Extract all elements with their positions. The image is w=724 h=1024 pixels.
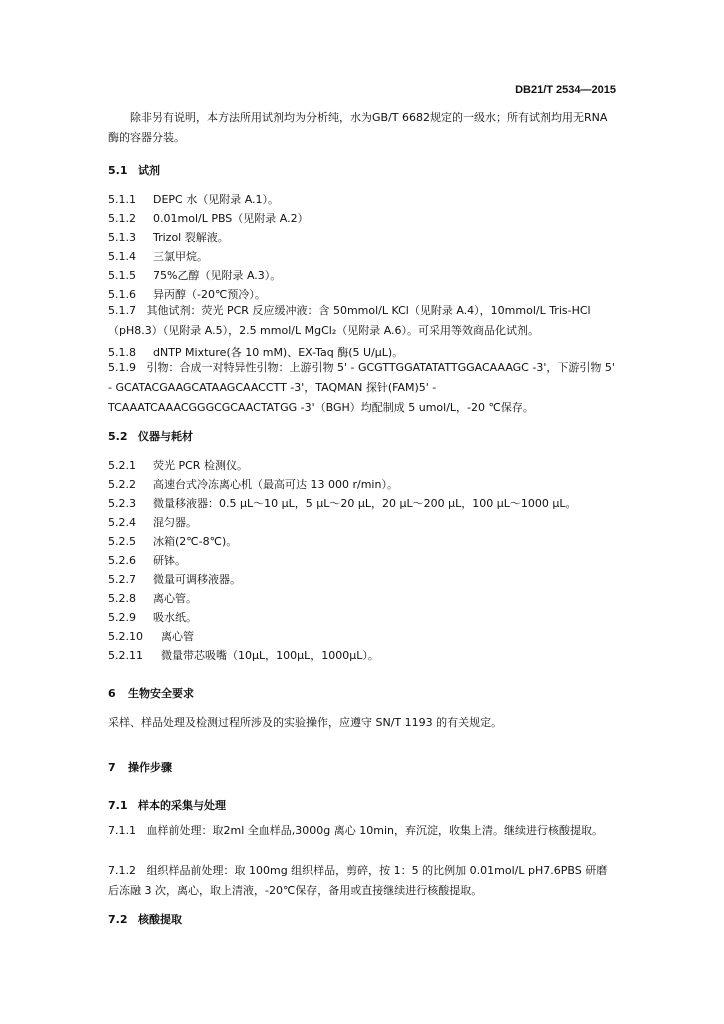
- item-number: 5.1.6: [108, 288, 136, 301]
- section-number: 5.2: [108, 430, 128, 443]
- item-number: 5.1.1: [108, 193, 136, 206]
- section-6-heading: [108, 685, 194, 701]
- section-title: 核酸提取: [138, 913, 182, 926]
- item-number: 5.2.10: [108, 630, 143, 643]
- section-number: 6: [108, 687, 116, 700]
- section-number: 7.2: [108, 913, 128, 926]
- item-text: 研钵。: [153, 554, 186, 567]
- document-code: DB21/T 2534—2015: [515, 84, 616, 96]
- item-number: 5.2.8: [108, 592, 136, 605]
- item-text: 三氯甲烷。: [153, 250, 208, 263]
- reagent-item: [108, 286, 266, 302]
- equipment-item: [108, 552, 186, 568]
- equipment-item: [108, 514, 197, 530]
- section-number: 7: [108, 761, 116, 774]
- item-text: 混匀器。: [153, 516, 197, 529]
- item-text: 其他试剂：荧光 PCR 反应缓冲液：含 50mmol/L KCl（见附录 A.4），10mmol/L Tris-HCl（pH8.3）（见附录 A.5），2.5 mmol/L MgCl₂（见附录 A.6）。可采用等效商品化试剂。: [108, 304, 591, 337]
- item-number: 5.2.2: [108, 478, 136, 491]
- equipment-item: [108, 571, 241, 587]
- reagent-item: [108, 248, 208, 264]
- item-number: 5.1.2: [108, 212, 136, 225]
- item-number: 5.1.4: [108, 250, 136, 263]
- section-7-heading: [108, 759, 172, 775]
- reagent-item-primers: [108, 358, 618, 418]
- section-title: 生物安全要求: [128, 687, 194, 700]
- item-number: 5.2.7: [108, 573, 136, 586]
- item-text: 高速台式冷冻离心机（最高可达 13 000 r/min）。: [153, 478, 398, 491]
- item-text: 微量带芯吸嘴（10μL，100μL，1000μL）。: [161, 649, 379, 662]
- item-text: 微量可调移液器。: [153, 573, 241, 586]
- intro-paragraph: 除非另有说明，本方法所用试剂均为分析纯，水为GB/T 6682规定的一级水；所有试剂均用无RNA酶的容器分装。: [108, 111, 608, 144]
- item-text: 引物：合成一对特异性引物：上游引物 5' - GCGTTGGATATATTGGACAAAGC -3'，下游引物 5' - GCATACGAAGCATAAGCAACCTT -3'，TAQMAN 探针(FAM)5' - TCAAATCAAACGGGCGCAACTATGG -3'（BGH）均配制成 5 umol/L，-20 ℃保存。: [108, 361, 615, 414]
- item-number: 5.2.9: [108, 611, 136, 624]
- equipment-item: [108, 495, 576, 511]
- section-5-2-heading: [108, 428, 193, 444]
- item-number: 5.2.1: [108, 459, 136, 472]
- item-number: 5.2.3: [108, 497, 136, 510]
- item-text: 血样前处理：取2ml 全血样品,3000g 离心 10min，弃沉淀，收集上清。继续进行核酸提取。: [146, 824, 603, 837]
- reagent-item: [108, 210, 309, 226]
- biosafety-paragraph: 采样、样品处理及检测过程所涉及的实验操作，应遵守 SN/T 1193 的有关规定。: [108, 716, 503, 729]
- section-title: 样本的采集与处理: [138, 799, 226, 812]
- equipment-item: [108, 476, 398, 492]
- tissue-pretreatment-paragraph: [108, 861, 618, 901]
- item-text: Trizol 裂解液。: [153, 231, 229, 244]
- equipment-item: [108, 457, 248, 473]
- item-text: 75%乙醇（见附录 A.3）。: [153, 269, 282, 282]
- item-number: 5.2.6: [108, 554, 136, 567]
- item-text: DEPC 水（见附录 A.1）。: [153, 193, 280, 206]
- equipment-item: [108, 590, 197, 606]
- item-number: 5.1.9: [108, 361, 136, 374]
- section-number: 5.1: [108, 164, 128, 177]
- section-7-2-heading: [108, 911, 182, 927]
- section-number: 7.1: [108, 799, 128, 812]
- equipment-item: [108, 628, 194, 644]
- reagent-item: [108, 267, 281, 283]
- item-number: 7.1.1: [108, 824, 136, 837]
- section-7-1-heading: [108, 797, 226, 813]
- item-text: dNTP Mixture(各 10 mM)、EX-Taq 酶(5 U/μL)。: [153, 346, 404, 359]
- item-text: 吸水纸。: [153, 611, 197, 624]
- item-number: 5.2.4: [108, 516, 136, 529]
- item-text: 离心管。: [153, 592, 197, 605]
- equipment-item: [108, 609, 197, 625]
- item-number: 5.2.5: [108, 535, 136, 548]
- item-text: 冰箱(2℃-8℃)。: [153, 535, 238, 548]
- item-text: 离心管: [161, 630, 194, 643]
- item-number: 5.1.7: [108, 304, 136, 317]
- item-number: 5.1.3: [108, 231, 136, 244]
- item-text: 组织样品前处理：取 100mg 组织样品，剪碎，按 1：5 的比例加 0.01mol/L pH7.6PBS 研磨后冻融 3 次，离心，取上清液，-20℃保存，备用或直接继续进行核酸提取。: [108, 864, 608, 897]
- blood-pretreatment-paragraph: [108, 821, 618, 841]
- reagent-item-other: [108, 301, 618, 341]
- item-number: 5.1.5: [108, 269, 136, 282]
- equipment-item: [108, 647, 379, 663]
- item-text: 0.01mol/L PBS（见附录 A.2）: [153, 212, 309, 225]
- section-title: 仪器与耗材: [138, 430, 193, 443]
- section-title: 操作步骤: [128, 761, 172, 774]
- reagent-item: [108, 191, 279, 207]
- item-number: 5.2.11: [108, 649, 143, 662]
- item-text: 荧光 PCR 检测仪。: [153, 459, 248, 472]
- item-text: 异丙醇（-20℃预冷）。: [153, 288, 266, 301]
- item-number: 5.1.8: [108, 346, 136, 359]
- item-text: 微量移液器：0.5 μL～10 μL，5 μL～20 μL，20 μL～200 μL，100 μL～1000 μL。: [153, 497, 577, 510]
- equipment-item: [108, 533, 237, 549]
- section-5-1-heading: [108, 162, 160, 178]
- reagent-item: [108, 229, 229, 245]
- section-title: 试剂: [138, 164, 160, 177]
- item-number: 7.1.2: [108, 864, 136, 877]
